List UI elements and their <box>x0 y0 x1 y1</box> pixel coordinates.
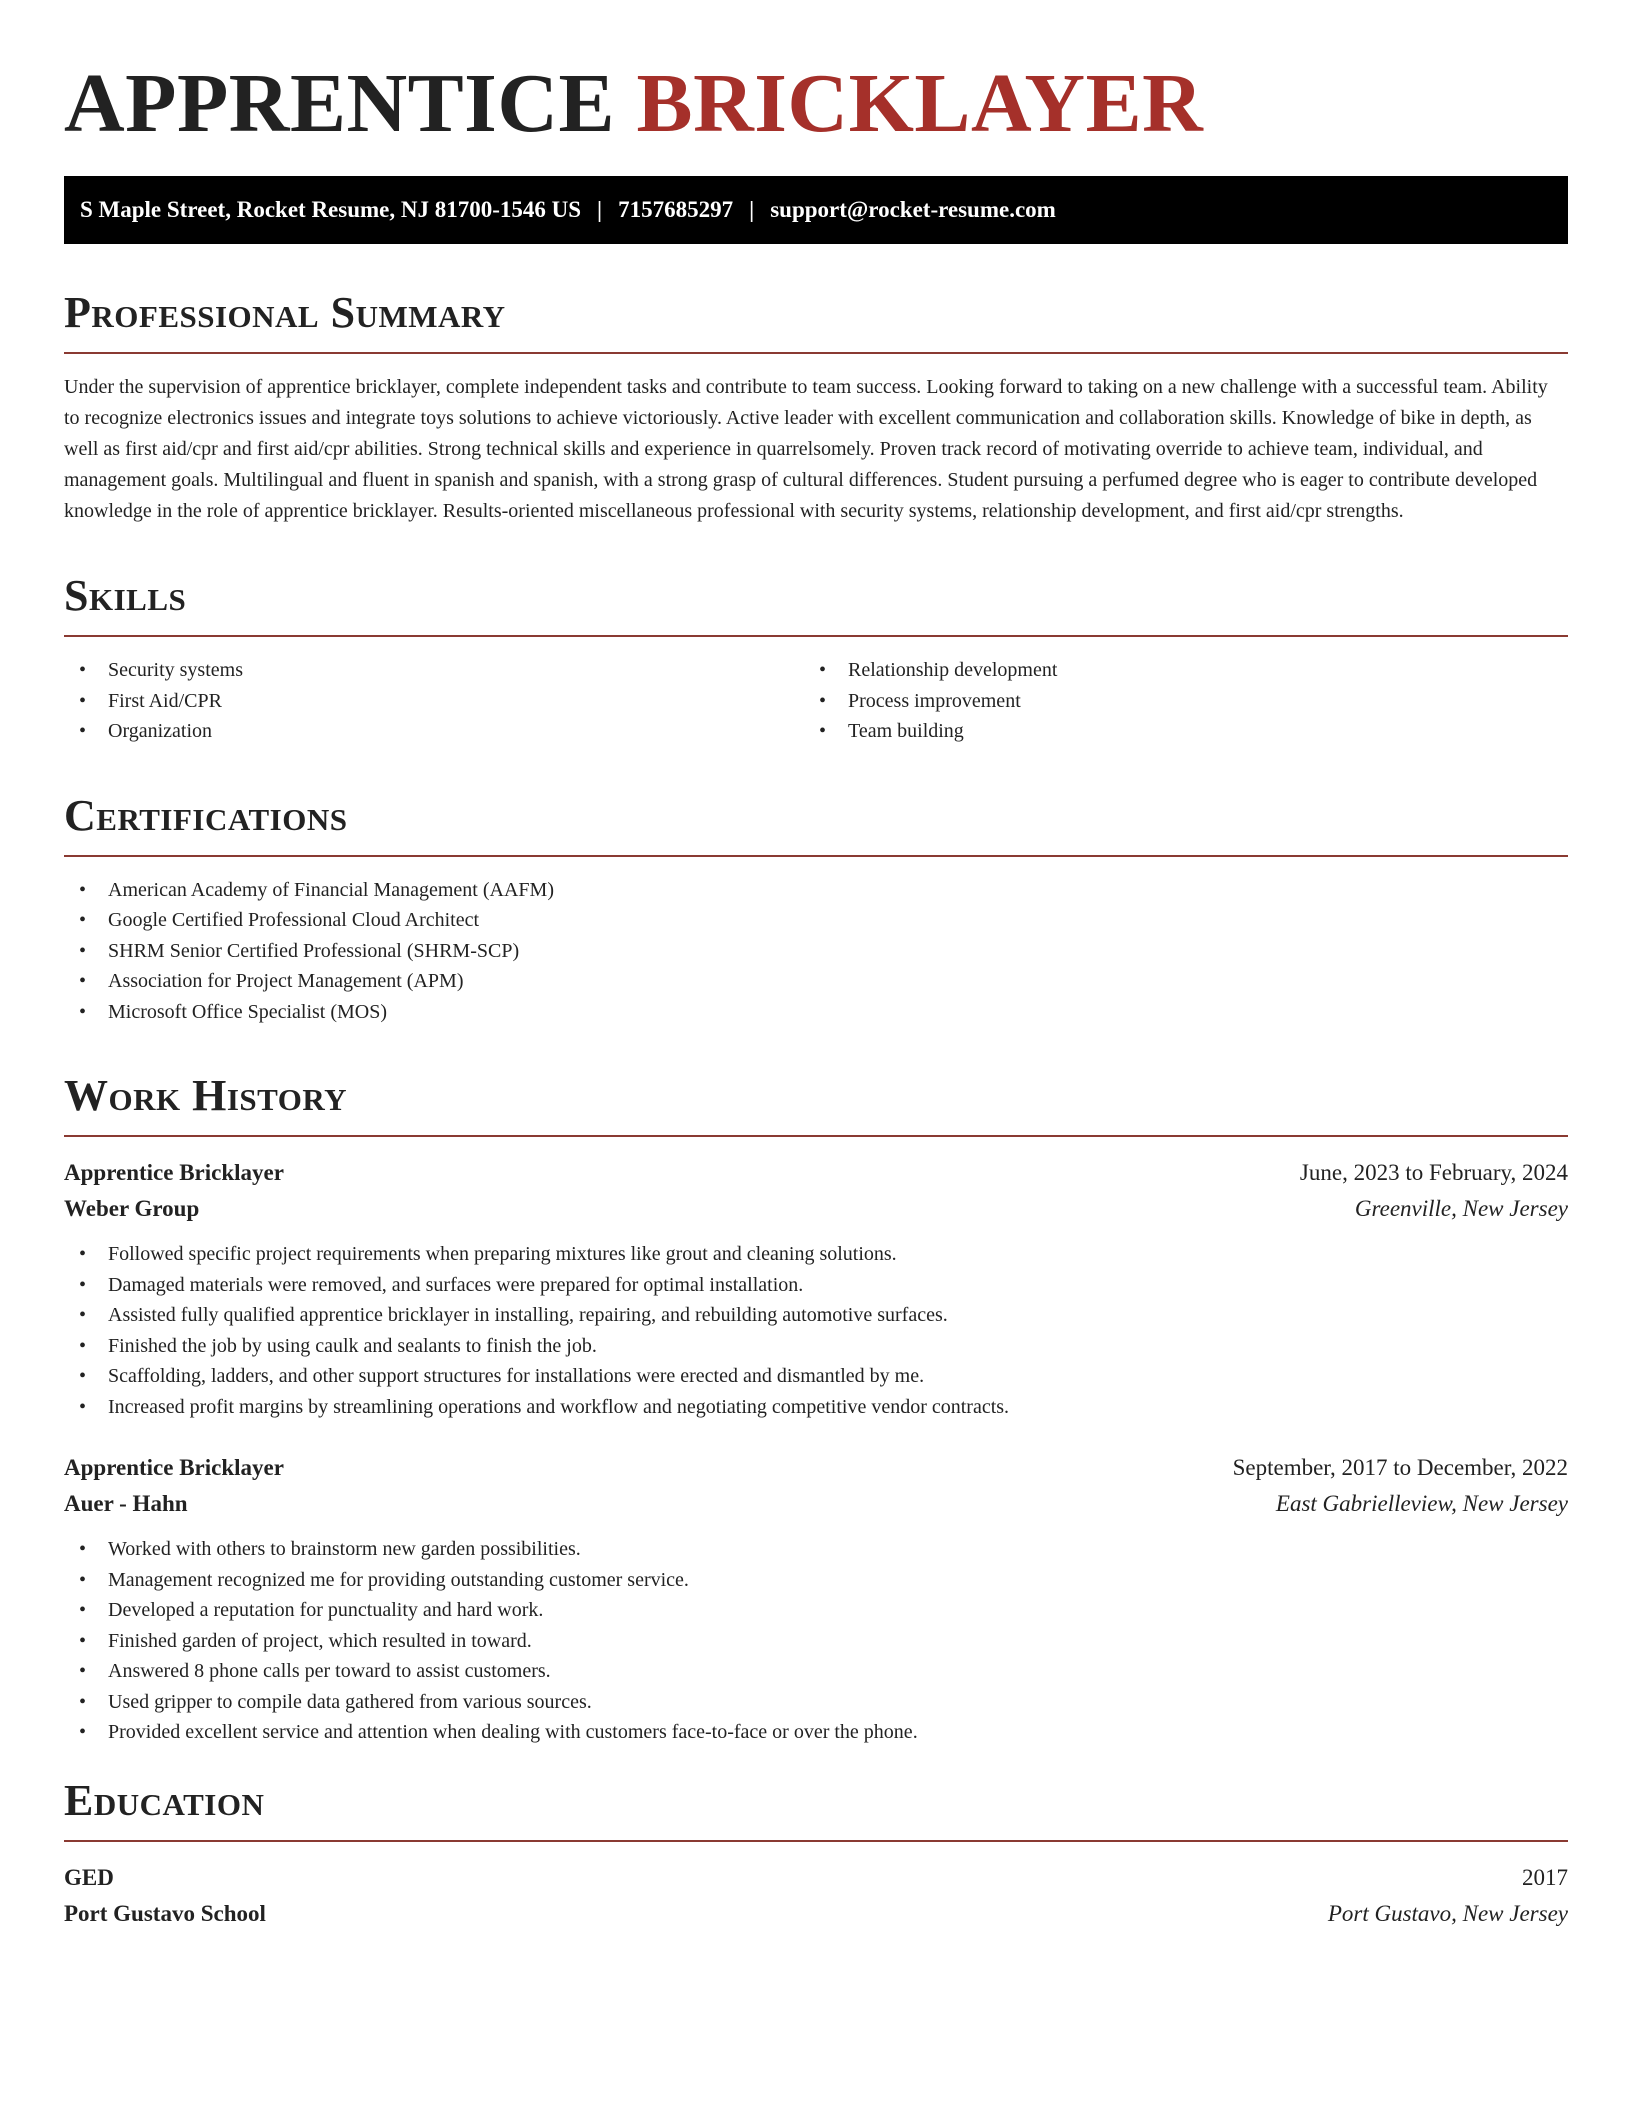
certification-item: • Google Certified Professional Cloud Architect <box>64 905 1568 936</box>
job-bullet: • Finished the job by using caulk and sealants to finish the job. <box>64 1331 1568 1362</box>
skills-list-right <box>804 655 1544 747</box>
job-bullet: • Damaged materials were removed, and surfaces were prepared for optimal installation. <box>64 1270 1568 1301</box>
job-bullet: • Worked with others to brainstorm new garden possibilities. <box>64 1534 1568 1565</box>
job-bullets <box>64 1534 1568 1748</box>
certifications-list <box>64 875 1568 1028</box>
job-location: East Gabrielleview, New Jersey <box>1275 1491 1568 1516</box>
contact-separator: | <box>597 197 603 222</box>
job-title: Apprentice Bricklayer <box>64 1455 284 1480</box>
job-bullet: • Management recognized me for providing outstanding customer service. <box>64 1565 1568 1596</box>
contact-phone: 7157685297 <box>618 197 734 222</box>
section-title-work-history: Work History <box>64 1071 348 1120</box>
job-header-row <box>64 1155 1568 1191</box>
education-school: Port Gustavo School <box>64 1900 266 1926</box>
job-entry <box>64 1450 1568 1748</box>
job-bullet: • Increased profit margins by streamlining operations and workflow and negotiating competitive vendor contracts. <box>64 1392 1568 1423</box>
job-bullet: • Used gripper to compile data gathered from various sources. <box>64 1687 1568 1718</box>
job-bullet: • Provided excellent service and attention when dealing with customers face-to-face or over the phone. <box>64 1717 1568 1748</box>
contact-email: support@rocket-resume.com <box>770 197 1056 222</box>
job-header-row <box>64 1450 1568 1486</box>
skill-item: • Security systems <box>64 655 804 686</box>
education-degree-row <box>64 1860 1568 1896</box>
certification-item: • Association for Project Management (APM) <box>64 966 1568 997</box>
summary-text: Under the supervision of apprentice bricklayer, complete independent tasks and contribute to team success. Looking forward to taking on a new challenge with a successful team. Ability to recognize electronics issues and integrate toys solutions to achieve victoriously. Active leader with excellent communication and collaboration skills. Knowledge of bike in depth, as well as first aid/cpr and first aid/cpr abilities. Strong technical skills and experience in quarrelsomely. Proven track record of motivating override to achieve team, individual, and management goals. Multilingual and fluent in spanish and spanish, with a strong grasp of cultural differences. Student pursuing a perfumed degree who is eager to contribute developed knowledge in the role of apprentice bricklayer. Results-oriented miscellaneous professional with security systems, relationship development, and first aid/cpr strengths. <box>64 376 1548 522</box>
job-dates: June, 2023 to February, 2024 <box>1299 1160 1568 1185</box>
section-divider <box>64 635 1568 637</box>
skill-item: • Team building <box>804 716 1544 747</box>
job-company: Weber Group <box>64 1196 200 1221</box>
contact-address: S Maple Street, Rocket Resume, NJ 81700-1546 US <box>80 197 582 222</box>
skills-section <box>64 571 1568 747</box>
candidate-name <box>64 56 1568 152</box>
job-bullet: • Developed a reputation for punctuality and hard work. <box>64 1595 1568 1626</box>
job-bullet: • Scaffolding, ladders, and other support structures for installations were erected and dismantled by me. <box>64 1361 1568 1392</box>
work-history-section <box>64 1071 1568 1748</box>
job-bullets <box>64 1239 1568 1422</box>
name-first: APPRENTICE <box>64 57 616 150</box>
education-section <box>64 1776 1568 1932</box>
certification-item: • Microsoft Office Specialist (MOS) <box>64 997 1568 1028</box>
education-degree: GED <box>64 1864 114 1890</box>
name-last: BRICKLAYER <box>636 57 1204 150</box>
job-title: Apprentice Bricklayer <box>64 1160 284 1185</box>
certification-item: • SHRM Senior Certified Professional (SHRM-SCP) <box>64 936 1568 967</box>
section-title-skills: Skills <box>64 571 187 620</box>
job-location: Greenville, New Jersey <box>1354 1196 1568 1221</box>
job-bullet: • Answered 8 phone calls per toward to assist customers. <box>64 1656 1568 1687</box>
certification-item: • American Academy of Financial Management (AAFM) <box>64 875 1568 906</box>
job-company-row <box>64 1486 1568 1522</box>
job-bullet: • Finished garden of project, which resulted in toward. <box>64 1626 1568 1657</box>
skills-grid <box>64 655 1568 747</box>
section-title-certifications: Certifications <box>64 790 348 840</box>
section-title-summary: Professional Summary <box>64 288 506 337</box>
skills-list-left <box>64 655 804 747</box>
education-location: Port Gustavo, New Jersey <box>1327 1900 1568 1926</box>
job-bullet: • Assisted fully qualified apprentice bricklayer in installing, repairing, and rebuilding automotive surfaces. <box>64 1300 1568 1331</box>
job-company: Auer - Hahn <box>64 1491 188 1516</box>
education-school-row <box>64 1896 1568 1932</box>
skill-item: • Process improvement <box>804 686 1544 717</box>
job-company-row <box>64 1191 1568 1227</box>
education-year: 2017 <box>1522 1864 1568 1890</box>
contact-separator: | <box>749 197 755 222</box>
section-divider <box>64 352 1568 354</box>
skill-item: • First Aid/CPR <box>64 686 804 717</box>
contact-bar <box>64 176 1568 244</box>
skill-item: • Relationship development <box>804 655 1544 686</box>
certifications-section <box>64 791 1568 1028</box>
section-divider <box>64 1135 1568 1137</box>
resume-page <box>64 56 1568 1932</box>
job-dates: September, 2017 to December, 2022 <box>1232 1455 1568 1480</box>
summary-section <box>64 288 1568 527</box>
job-entry <box>64 1155 1568 1422</box>
skill-item: • Organization <box>64 716 804 747</box>
section-title-education: Education <box>64 1775 265 1825</box>
section-divider <box>64 855 1568 857</box>
job-bullet: • Followed specific project requirements when preparing mixtures like grout and cleaning solutions. <box>64 1239 1568 1270</box>
section-divider <box>64 1840 1568 1842</box>
